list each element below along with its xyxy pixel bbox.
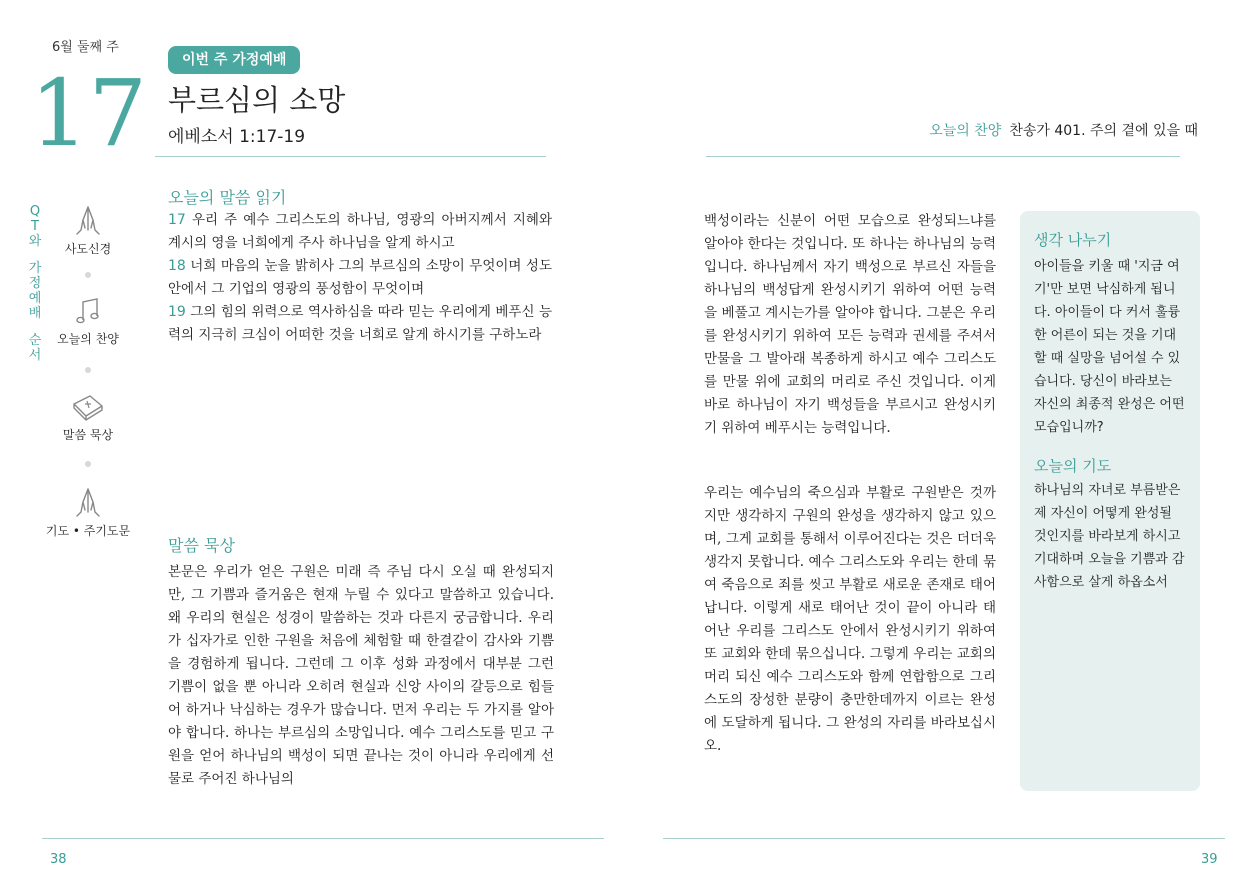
meditation-text-continued: 우리는 예수님의 죽으심과 부활로 구원받은 것까지만 생각하지 구원의 완성을 생각하지 않고 있으며, 그게 교회를 통해서 이루어진다는 것은 더더욱 생각지 못합니다. 예수 그리스도와 우리는 한데 묶여 죽음으로 죄를 씻고 부활로 새로운 존재로 태어납니다. 이렇게 새로 태어난 것이 끝이 아니라 태어난 우리를 그리스도 안에서 완성시키기 위하여 또 교회와 한데 묶으십니다. 그렇게 우리는 교회의 머리 되신 예수 그리스도와 함께 연합함으로 그리스도의 장성한 분량이 충만한데까지 이르는 완성에 도달하게 됩니다. 그 완성의 자리를 바라보십시오. (704, 485, 996, 754)
verse-number: 17 (168, 212, 186, 228)
week-label: 6월 둘째 주 (52, 40, 119, 55)
step-separator-dot (85, 272, 91, 278)
step-word-meditation: 말씀 묵상 (38, 392, 138, 443)
verse: 19 그의 힘의 위력으로 역사하심을 따라 믿는 우리에게 베푸신 능력의 지극히 크심이 어떠한 것을 너희로 알게 하시기를 구하노라 (168, 304, 552, 343)
page-title: 부르심의 소망 (168, 83, 346, 117)
sidebar-box (1020, 211, 1200, 791)
hymn-label: 오늘의 찬양 (929, 123, 1002, 139)
family-worship-badge: 이번 주 가정예배 (168, 46, 300, 74)
todays-prayer-text: 하나님의 자녀로 부름받은 제 자신이 어떻게 완성될 것인지를 바라보게 하시고 기대하며 오늘을 기쁨과 감사함으로 살게 하옵소서 (1034, 483, 1185, 590)
share-thoughts-text: 아이들을 키울 때 '지금 여기'만 보면 낙심하게 됩니다. 아이들이 다 커서 훌륭한 어른이 되는 것을 기대할 때 실망을 넘어설 수 있습니다. 당신이 바라보는 자신의 최종적 완성은 어떤 모습입니까? (1034, 259, 1185, 435)
day-number: 17 (30, 60, 148, 167)
header-divider-right (706, 156, 1180, 157)
verse: 17 우리 주 예수 그리스도의 하나님, 영광의 아버지께서 지혜와 계시의 영을 너희에게 주사 하나님을 알게 하시고 (168, 212, 552, 251)
worship-order-vertical-label: Q T 와 가 정 예 배 순 서 (28, 204, 42, 363)
hymn-title: 찬송가 401. 주의 곁에 있을 때 (1009, 123, 1198, 139)
share-thoughts-heading: 생각 나누기 (1034, 231, 1112, 249)
meditation-text-continued: 백성이라는 신분이 어떤 모습으로 완성되느냐를 알아야 한다는 것입니다. 또 하나는 하나님의 능력입니다. 하나님께서 자기 백성으로 부르신 자들을 하나님의 백성답게 완성시키기 위하여 어떤 능력을 베풀고 계시는가를 알아야 합니다. 그분은 우리를 완성시키기 위하여 모든 능력과 권세를 주셔서 만물을 그 발아래 복종하게 하시고 예수 그리스도를 만물 위에 교회의 머리로 주신 것입니다. 이게 바로 하나님이 자기 백성들을 부르시고 완성시키기 위하여 베푸시는 능력입니다. (704, 213, 996, 436)
todays-prayer-heading: 오늘의 기도 (1034, 457, 1112, 475)
bible-icon (70, 392, 106, 422)
praying-hands-icon (71, 204, 105, 236)
step-apostles-creed: 사도신경 (38, 204, 138, 257)
page-number-left: 38 (50, 852, 67, 867)
verse: 18 너희 마음의 눈을 밝히사 그의 부르심의 소망이 무엇이며 성도 안에서 그 기업의 영광의 풍성함이 무엇이며 (168, 258, 552, 297)
step-separator-dot (85, 461, 91, 467)
footer-divider-right (663, 838, 1225, 839)
step-separator-dot (85, 367, 91, 373)
music-note-icon (71, 296, 105, 326)
meditation-heading: 말씀 묵상 (168, 536, 235, 555)
page-number-right: 39 (1201, 852, 1218, 867)
reading-heading: 오늘의 말씀 읽기 (168, 188, 287, 207)
scripture-reference: 에베소서 1:17-19 (168, 127, 306, 147)
verse-number: 18 (168, 258, 186, 274)
verse-number: 19 (168, 304, 186, 320)
scripture-text (168, 209, 552, 347)
header-divider-left (155, 156, 546, 157)
todays-hymn (929, 120, 1198, 140)
praying-hands-icon (71, 486, 105, 518)
step-todays-hymn: 오늘의 찬양 (38, 296, 138, 347)
footer-divider-left (42, 838, 604, 839)
meditation-text: 본문은 우리가 얻은 구원은 미래 즉 주님 다시 오실 때 완성되지만, 그 기쁨과 즐거움은 현재 누릴 수 있다고 말씀하고 있습니다. 왜 우리의 현실은 성경이 말씀하는 것과 다른지 궁금합니다. 우리가 십자가로 인한 구원을 처음에 체험할 때 한결같이 감사와 기쁨을 경험하게 됩니다. 그런데 그 이후 성화 과정에서 대부분 그런 기쁨이 없을 뿐 아니라 오히려 현실과 신앙 사이의 갈등으로 힘들어 하거나 낙심하는 경우가 많습니다. 먼저 우리는 두 가지를 알아야 합니다. 하나는 부르심의 소망입니다. 예수 그리스도를 믿고 구원을 얻어 하나님의 백성이 되면 끝나는 것이 아니라 우리에게 선물로 주어진 하나님의 (168, 564, 554, 787)
step-prayer-lords-prayer: 기도 • 주기도문 (38, 486, 138, 539)
